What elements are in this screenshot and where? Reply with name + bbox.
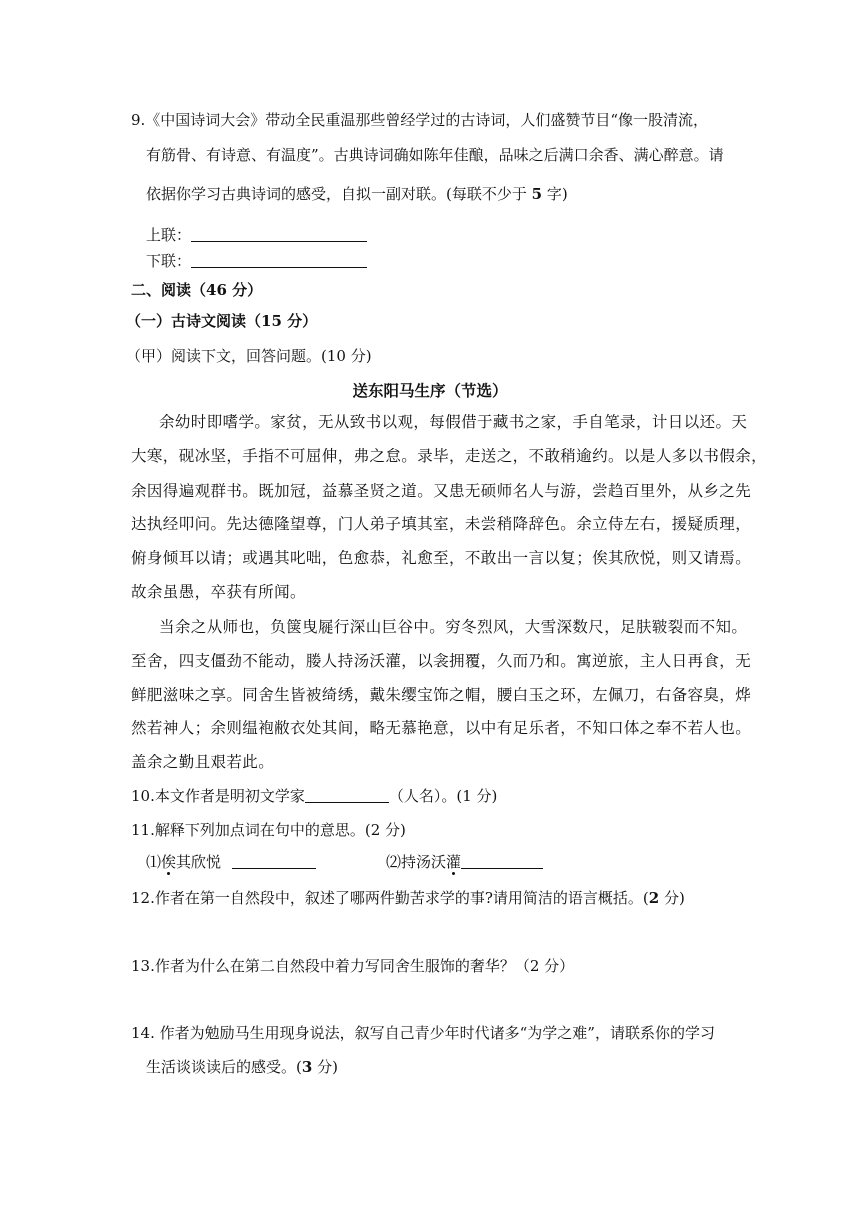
q9-line-3 xyxy=(146,184,568,204)
passage-p1-line: 俯身倾耳以请；或遇其叱咄，色愈恭，礼愈至，不敢出一言以复；俟其欣悦，则又请焉。 xyxy=(131,549,752,567)
q9-min-chars: 5 xyxy=(531,185,543,203)
passage-title: 送东阳马生序（节选） xyxy=(352,381,508,400)
q10-tail: （人名）。(1 分) xyxy=(388,787,498,805)
passage-p1-line: 故余虽愚，卒获有所闻。 xyxy=(131,583,306,601)
q10 xyxy=(131,786,497,806)
passage-p1-line: 大寒，砚冰坚，手指不可屈伸，弗之怠。录毕，走送之，不敢稍逾约。以是人多以书假余， xyxy=(131,447,768,465)
q14-score: 3 xyxy=(301,1058,313,1076)
section-2-sub-heading: （一）古诗文阅读（15 分） xyxy=(126,312,318,330)
q9-lower-couplet xyxy=(146,251,367,271)
passage-p1-line: 余幼时即嗜学。家贫，无从致书以观，每假借于藏书之家，手自笔录，计日以还。天 xyxy=(159,413,748,431)
passage-p2-line: 盖余之勤且艰若此。 xyxy=(131,753,275,771)
passage-p2-line: 至舍，四支僵劲不能动，媵人持汤沃灌，以衾拥覆，久而乃和。寓逆旅，主人日再食，无 xyxy=(131,652,752,670)
lower-couplet-blank[interactable] xyxy=(191,251,367,268)
q14-line-1: 14. 作者为勉励马生用现身说法，叙写自己青少年时代诸多“为学之难”，请联系你的学习 xyxy=(131,1024,715,1042)
q11-item-1-blank[interactable] xyxy=(232,852,316,869)
upper-couplet-blank[interactable] xyxy=(191,225,367,242)
part-a-instruction: （甲）阅读下文，回答问题。(10 分) xyxy=(126,347,372,365)
q11-prompt: 11.解释下列加点词在句中的意思。(2 分) xyxy=(131,821,406,839)
passage-p2-line: 然若神人；余则缊袍敝衣处其间，略无慕艳意，以中有足乐者，不知口体之奉不若人也。 xyxy=(131,719,752,737)
q11-item-2-text: ⑵持汤沃 xyxy=(386,853,447,871)
q9-upper-couplet xyxy=(146,225,367,245)
upper-couplet-label: 上联： xyxy=(146,226,192,244)
q11-item-2-dotted-word: 灌 xyxy=(446,853,462,871)
passage-p2-line: 鲜肥滋味之享。同舍生皆被绮绣，戴朱缨宝饰之帽，腰白玉之环，左佩刀，右备容臭，烨 xyxy=(131,686,752,704)
q11-item-1-rest: 其欣悦 xyxy=(176,853,222,871)
q9-line-3-text: 依据你学习古典诗词的感受，自拟一副对联。(每联不少于 xyxy=(146,185,532,203)
q9-line-3-tail: 字) xyxy=(542,185,568,203)
passage-p1-line: 达执经叩问。先达德隆望尊，门人弟子填其室，未尝稍降辞色。余立侍左右，援疑质理， xyxy=(131,515,752,533)
q10-text: 10.本文作者是明初文学家 xyxy=(131,787,305,805)
q9-line-1: 9.《中国诗词大会》带动全民重温那些曾经学过的古诗词，人们盛赞节目“像一股清流， xyxy=(131,111,708,129)
q12-score: 2 xyxy=(648,889,660,907)
section-2-heading: 二、阅读（46 分） xyxy=(131,281,263,299)
q12 xyxy=(131,888,685,908)
q11-item-1-dotted-word: 俟 xyxy=(161,853,177,871)
q11-item-1 xyxy=(146,852,316,872)
q10-author-blank[interactable] xyxy=(305,786,389,803)
q13: 13.作者为什么在第二自然段中着力写同舍生服饰的奢华？（2 分） xyxy=(131,957,575,975)
q9-line-2: 有筋骨、有诗意、有温度”。古典诗词确如陈年佳酿，品味之后满口余香、满心醉意。请 xyxy=(146,146,724,164)
passage-p1-line: 余因得遍观群书。既加冠，益慕圣贤之道。又患无硕师名人与游，尝趋百里外，从乡之先 xyxy=(131,482,752,500)
q14-line-2 xyxy=(146,1057,338,1077)
lower-couplet-label: 下联： xyxy=(146,252,192,270)
q11-item-2-blank[interactable] xyxy=(461,852,543,869)
q11-item-1-number: ⑴ xyxy=(146,853,162,871)
q12-tail: 分) xyxy=(659,889,685,907)
passage-p2-line: 当余之从师也，负箧曳屣行深山巨谷中。穷冬烈风，大雪深数尺，足肤皲裂而不知。 xyxy=(159,618,748,636)
q11-item-2 xyxy=(386,852,543,872)
q14-line-2-tail: 分) xyxy=(312,1058,338,1076)
q14-line-2-text: 生活谈谈读后的感受。( xyxy=(146,1058,302,1076)
q12-text: 12.作者在第一自然段中，叙述了哪两件勤苦求学的事?请用简洁的语言概括。( xyxy=(131,889,649,907)
